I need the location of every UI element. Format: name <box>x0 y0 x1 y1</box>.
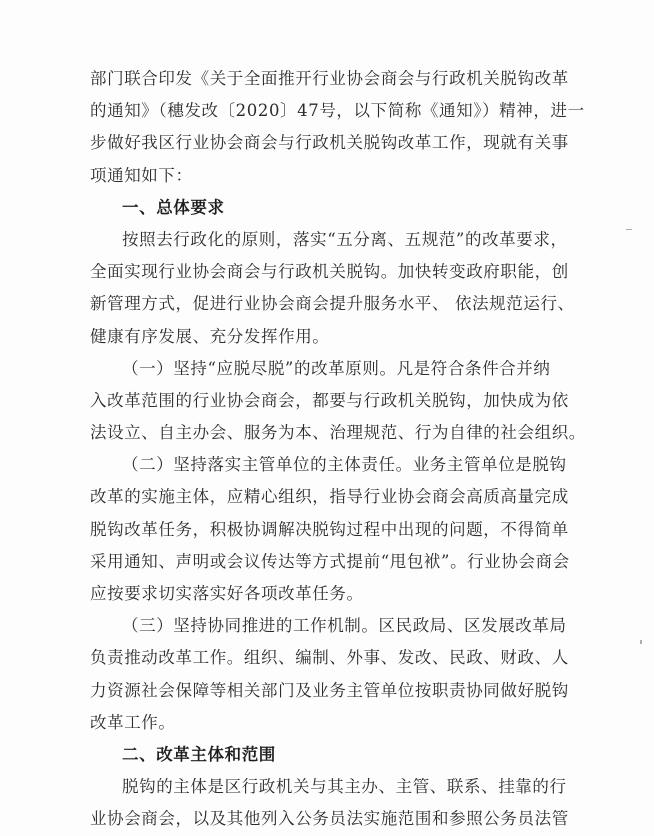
paragraph-line: 项通知如下： <box>90 165 193 185</box>
paragraph-line: 新管理方式，促进行业协会商会提升服务水平、 依法规范运行、 <box>90 294 575 314</box>
paragraph-line: 步做好我区行业协会商会与行政机关脱钩改革工作，现就有关事 <box>90 133 569 153</box>
scan-speck <box>626 229 632 230</box>
paragraph-line: 的通知》（穗发改〔2020〕47号，以下简称《通知》）精神，进一 <box>90 101 585 121</box>
paragraph-line: 入改革范围的行业协会商会，都要与行政机关脱钩，加快成为依 <box>90 390 569 410</box>
paragraph-first-line: 按照去行政化的原则，落实“五分离、五规范”的改革要求， <box>122 229 568 249</box>
paragraph-line: 改革工作。 <box>90 712 176 732</box>
paragraph-first-line: （三）坚持协同推进的工作机制。区民政局、区发展改革局 <box>122 616 567 636</box>
paragraph-line: 应按要求切实落实好各项改革任务。 <box>90 584 364 603</box>
paragraph-line: 力资源社会保障等相关部门及业务主管单位按职责协同做好脱钩 <box>90 680 569 700</box>
paragraph-line: 采用通知、声明或会议传达等方式提前“甩包袱”。行业协会商会 <box>90 551 570 571</box>
scan-speck <box>640 640 642 644</box>
paragraph-line: 部门联合印发《关于全面推开行业协会商会与行政机关脱钩改革 <box>90 69 569 88</box>
paragraph-line: 脱钩改革任务，积极协调解决脱钩过程中出现的问题，不得简单 <box>90 519 569 539</box>
paragraph-line: 负责推动改革工作。组织、编制、外事、发改、民政、财政、人 <box>90 648 569 668</box>
paragraph-line: 全面实现行业协会商会与行政机关脱钩。加快转变政府职能，创 <box>90 262 569 282</box>
paragraph-first-line: （二）坚持落实主管单位的主体责任。业务主管单位是脱钩 <box>122 455 567 475</box>
paragraph-line: 法设立、自主办会、服务为本、治理规范、行为自律的社会组织。 <box>90 423 586 443</box>
paragraph-line: 改革的实施主体，应精心组织，指导行业协会商会高质高量完成 <box>90 487 569 507</box>
paragraph-first-line: 脱钩的主体是区行政机关与其主办、主管、联系、挂靠的行 <box>122 777 567 797</box>
section-heading: 二、改革主体和范围 <box>122 744 276 764</box>
paragraph-line: 业协会商会，以及其他列入公务员法实施范围和参照公务员法管 <box>90 809 569 829</box>
section-heading: 一、总体要求 <box>122 197 225 217</box>
paragraph-line: 健康有序发展、充分发挥作用。 <box>90 326 330 346</box>
paragraph-first-line: （一）坚持“应脱尽脱”的改革原则。凡是符合条件合并纳 <box>122 358 551 378</box>
document-body <box>90 63 590 836</box>
